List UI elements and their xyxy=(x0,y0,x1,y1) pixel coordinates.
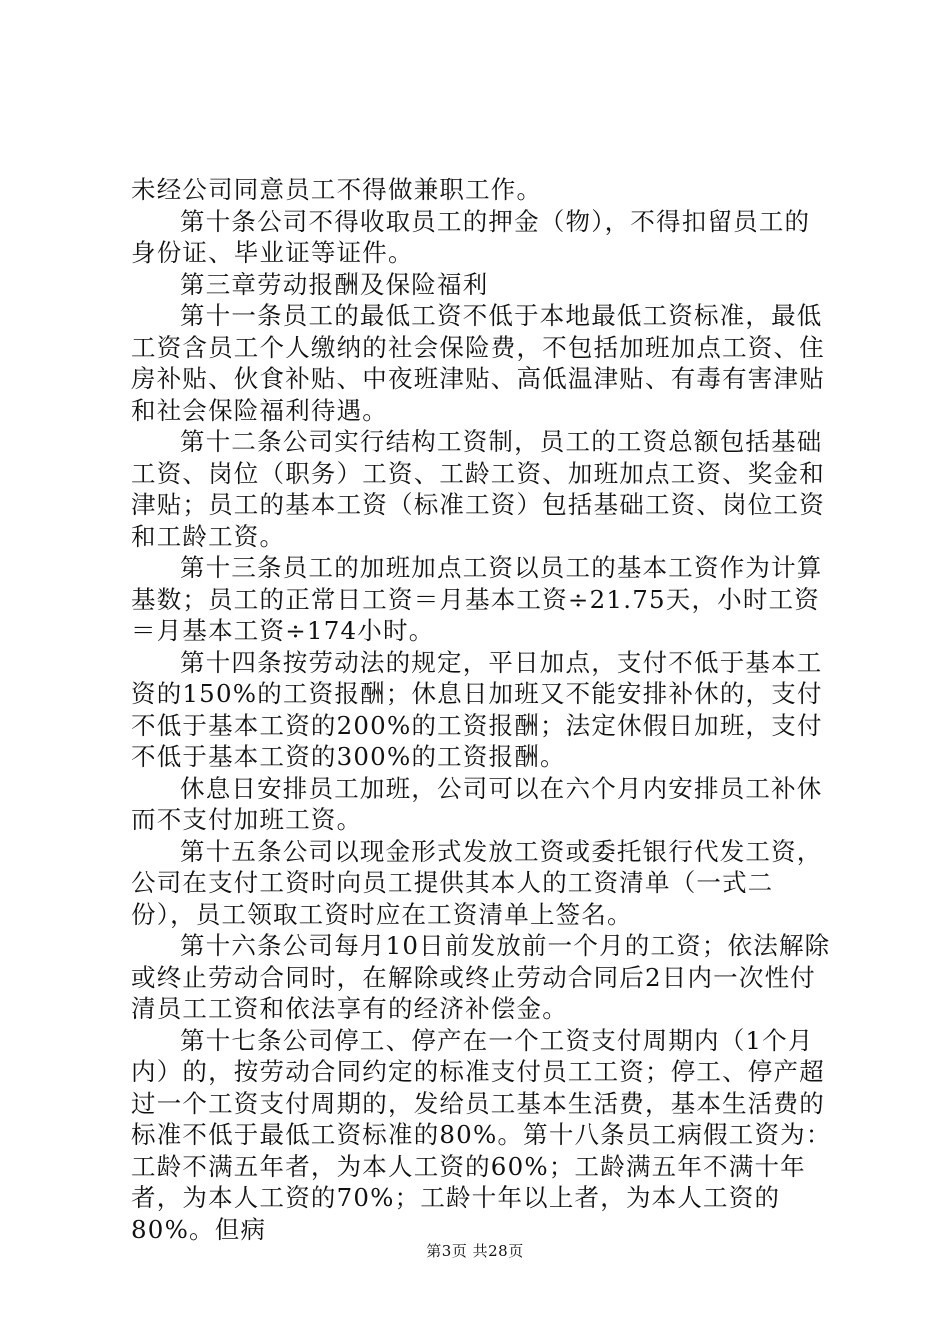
chapter-heading: 第三章劳动报酬及保险福利 xyxy=(180,269,489,299)
paragraph-article-12: 第十二条公司实行结构工资制，员工的工资总额包括基础工资、岗位（职务）工资、工龄工资、加班加点工资、奖金和津贴；员工的基本工资（标准工资）包括基础工资、岗位工资和工龄工资。 xyxy=(131,427,825,551)
paragraph-article-11: 第十一条员工的最低工资不低于本地最低工资标准，最低工资含员工个人缴纳的社会保险费，不包括加班加点工资、住房补贴、伙食补贴、中夜班津贴、高低温津贴、有毒有害津贴和社会保险福利待遇。 xyxy=(131,301,825,425)
paragraph-article-17: 第十七条公司停工、停产在一个工资支付周期内（1个月内）的，按劳动合同约定的标准支付员工工资；停工、停产超过一个工资支付周期的，发给员工基本生活费，基本生活费的标准不低于最低工资标准的80%。第十八条员工病假工资为：工龄不满五年者，为本人工资的60%；工龄满五年不满十年者，为本人工资的70%；工龄十年以上者，为本人工资的80%。但病 xyxy=(131,1025,832,1244)
paragraph-rest-day: 休息日安排员工加班，公司可以在六个月内安排员工补休而不支付加班工资。 xyxy=(131,773,823,834)
paragraph-article-10: 第十条公司不得收取员工的押金（物），不得扣留员工的身份证、毕业证等证件。 xyxy=(131,206,811,267)
paragraph-article-15: 第十五条公司以现金形式发放工资或委托银行代发工资，公司在支付工资时向员工提供其本人的工资清单（一式二份），员工领取工资时应在工资清单上签名。 xyxy=(131,836,823,929)
paragraph-article-13: 第十三条员工的加班加点工资以员工的基本工资作为计算基数；员工的正常日工资＝月基本工资÷21.75天，小时工资＝月基本工资÷174小时。 xyxy=(131,553,823,645)
page-number-footer: 第3页 共28页 xyxy=(426,1242,524,1260)
document-body xyxy=(131,174,835,1245)
paragraph-article-16: 第十六条公司每月10日前发放前一个月的工资；依法解除或终止劳动合同时，在解除或终止劳动合同后2日内一次性付清员工工资和依法享有的经济补偿金。 xyxy=(131,931,831,1023)
paragraph-1: 未经公司同意员工不得做兼职工作。 xyxy=(131,175,543,204)
paragraph-article-14: 第十四条按劳动法的规定，平日加点，支付不低于基本工资的150%的工资报酬；休息日加班又不能安排补休的，支付不低于基本工资的200%的工资报酬；法定休假日加班，支付不低于基本工资的300%的工资报酬。 xyxy=(131,647,823,771)
